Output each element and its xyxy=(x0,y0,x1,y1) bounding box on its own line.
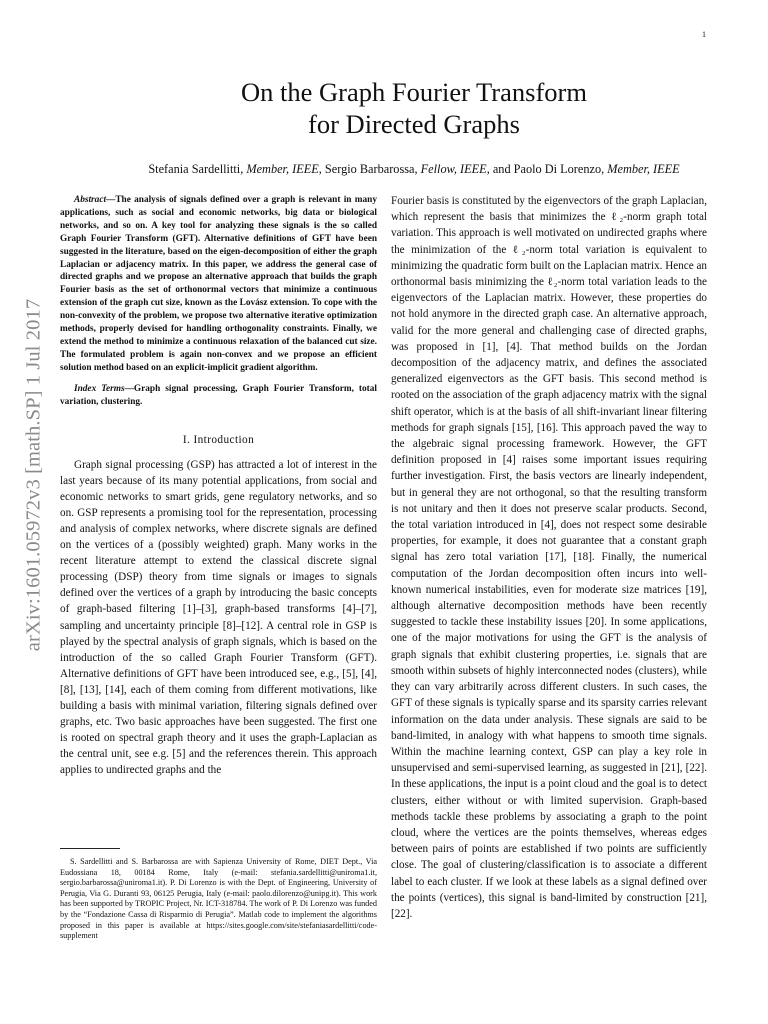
left-column xyxy=(60,194,377,778)
abstract-label: Abstract xyxy=(74,195,107,205)
author-3: , and Paolo Di Lorenzo, xyxy=(486,162,605,176)
right-column-paragraph: Fourier basis is constituted by the eigenvectors of the graph Laplacian, which represent the basis that minimizes the ℓ₂-norm graph total variation. This approach is well motivated on undirected graphs where the minimization of the ℓ₂-norm total variation is equivalent to minimizing the quadratic form built on the Laplacian matrix. Hence an orthonormal basis minimizing the ℓ₂-norm total variation leads to the eigenvectors of the Laplacian matrix. However, these properties do not hold anymore in the directed graph case. An alternative approach, valid for the more general and challenging case of directed graphs, was proposed in [1], [4]. That method builds on the Jordan decomposition of the adjacency matrix, and defines the associated generalized eigenvectors as the GFT basis. This second method is rooted on the association of the graph adjacency matrix with the signal shift operator, which is at the basis of all shift-invariant linear filtering methods for graph signals [15], [16]. This approach paved the way to the algebraic signal processing framework. However, the GFT definition proposed in [4] raises some important issues requiring further investigation. First, the basis vectors are linearly independent, but in general they are not orthogonal, so that the resulting transform is not unitary and then it does not preserve scalar products. Second, the total variation introduced in [4], does not respect some desirable properties, for example, it does not guarantee that a constant graph signal has zero total variation [17], [18]. Finally, the numerical computation of the Jordan decomposition often incurs into well-known numerical instabilities, even for moderate size matrices [19], although alternative decomposition methods have been recently suggested to tackle these instability issues [20]. In some applications, one of the major motivations for using the GFT is the analysis of graph signals that exhibit clustering properties, i.e. signals that are smooth within subsets of highly interconnected nodes (clusters), while they can vary arbitrarily across different clusters. In such cases, the GFT of these signals is typically sparse and its sparsity carries relevant information on the data under analysis. These signals are said to be band-limited, in analogy with what happens to smooth time signals. Within the machine learning context, GSP can play a key role in unsupervised and semi-supervised learning, as suggested in [21], [22]. In these applications, the input is a point cloud and the goal is to detect clusters, either without or with limited supervision. Graph-based methods tackle these problems by associating a graph to the point cloud, where the vertices are the points themselves, whereas edges between pairs of points are established if two points are sufficiently close. The goal of clustering/classification is to associate a different label to each cluster. If we look at these labels as a signal defined over the points (vertices), this signal is band-limited by construction [21], [22]. xyxy=(391,195,707,920)
arxiv-stamp[interactable] xyxy=(14,240,54,710)
index-terms-label: Index Terms xyxy=(74,383,125,394)
index-terms xyxy=(60,383,377,409)
author-affiliation-footnote: S. Sardellitti and S. Barbarossa are with Sapienza University of Rome, DIET Dept., Via Eudossiana 18, 00184 Rome, Italy (e-mail: stefania.sardellitti@uniroma1.it, sergio.barbarossa@uniroma1.it). P. Di Lorenzo is with the Dept. of Engineering, University of Perugia, Via G. Duranti 93, 06125 Perugia, Italy (e-mail: paolo.dilorenzo@unipg.it). This work has been supported by TROPIC Project, Nr. ICT-318784. The work of P. Di Lorenzo was funded by the “Fondazione Cassa di Risparmio di Perugia”. Matlab code to implement the algorithms proposed in this paper is available at https://sites.google.com/site/stefaniasardellitti/code-supplement xyxy=(60,857,377,941)
index-terms-text: —Graph signal processing, Graph Fourier Transform, total variation, clustering. xyxy=(60,383,377,407)
arxiv-stamp-text: arXiv:1601.05972v3 [math.SP] 1 Jul 2017 xyxy=(22,298,45,652)
author-2-role: Fellow, IEEE xyxy=(420,162,487,176)
section-heading-introduction: I. Introduction xyxy=(182,433,255,446)
author-1: Stefania Sardellitti, xyxy=(148,162,244,176)
abstract-text: —The analysis of signals defined over a graph is relevant in many applications, such as social and economic networks, big data or biological networks, and so on. A key tool for analyzing these signals is the so called Graph Fourier Transform (GFT). Alternative definitions of GFT have been suggested in the literature, based on the eigen-decomposition of either the graph Laplacian or adjacency matrix. In this paper, we address the general case of directed graphs and we propose an alternative approach that builds the graph Fourier basis as the set of orthonormal vectors that minimize a continuous extension of the graph cut size, known as the Lovász extension. To cope with the non-convexity of the problem, we propose two alternative iterative optimization methods, properly devised for handling orthogonality constraints. Finally, we extend the method to minimize a continuous relaxation of the balanced cut size. The formulated problem is again non-convex and we propose an efficient solution method based on an explicit-implicit gradient algorithm. xyxy=(60,195,377,373)
abstract xyxy=(60,194,377,375)
title-line-1: On the Graph Fourier Transform xyxy=(241,77,587,107)
paper-title xyxy=(60,76,768,140)
author-1-role: Member, IEEE xyxy=(246,162,319,176)
author-2: , Sergio Barbarossa, xyxy=(318,162,418,176)
author-list xyxy=(60,161,768,177)
title-line-2: for Directed Graphs xyxy=(308,109,520,139)
right-column xyxy=(391,193,707,922)
footnote-rule xyxy=(60,848,120,849)
introduction-paragraph: Graph signal processing (GSP) has attracted a lot of interest in the last years because of its many potential applications, from social and economic networks to smart grids, gene regulatory networks, and so on. GSP represents a promising tool for the representation, processing and analysis of complex networks, where discrete signals are defined on the vertices of a (possibly weighted) graph. Many works in the recent literature attempt to extend the classical discrete signal processing (DSP) theory from time signals or images to signals defined over the vertices of a graph by introducing the basic concepts of graph-based filtering [1]–[3], graph-based transforms [4]–[7], sampling and uncertainty principle [8]–[12]. A central role in GSP is played by the spectral analysis of graph signals, which is based on the introduction of the so called Graph Fourier Transform (GFT). Alternative definitions of GFT have been introduced see, e.g., [5], [4], [8], [13], [14], each of them coming from different motivations, like building a basis with minimal variation, filtering signals defined over graphs, etc. Two basic approaches have been suggested. The first one is rooted on spectral graph theory and it uses the graph-Laplacian as the central unit, see e.g. [5] and the references therein. This approach applies to undirected graphs and the xyxy=(60,458,377,777)
page-number: 1 xyxy=(702,30,706,39)
author-3-role: Member, IEEE xyxy=(607,162,680,176)
